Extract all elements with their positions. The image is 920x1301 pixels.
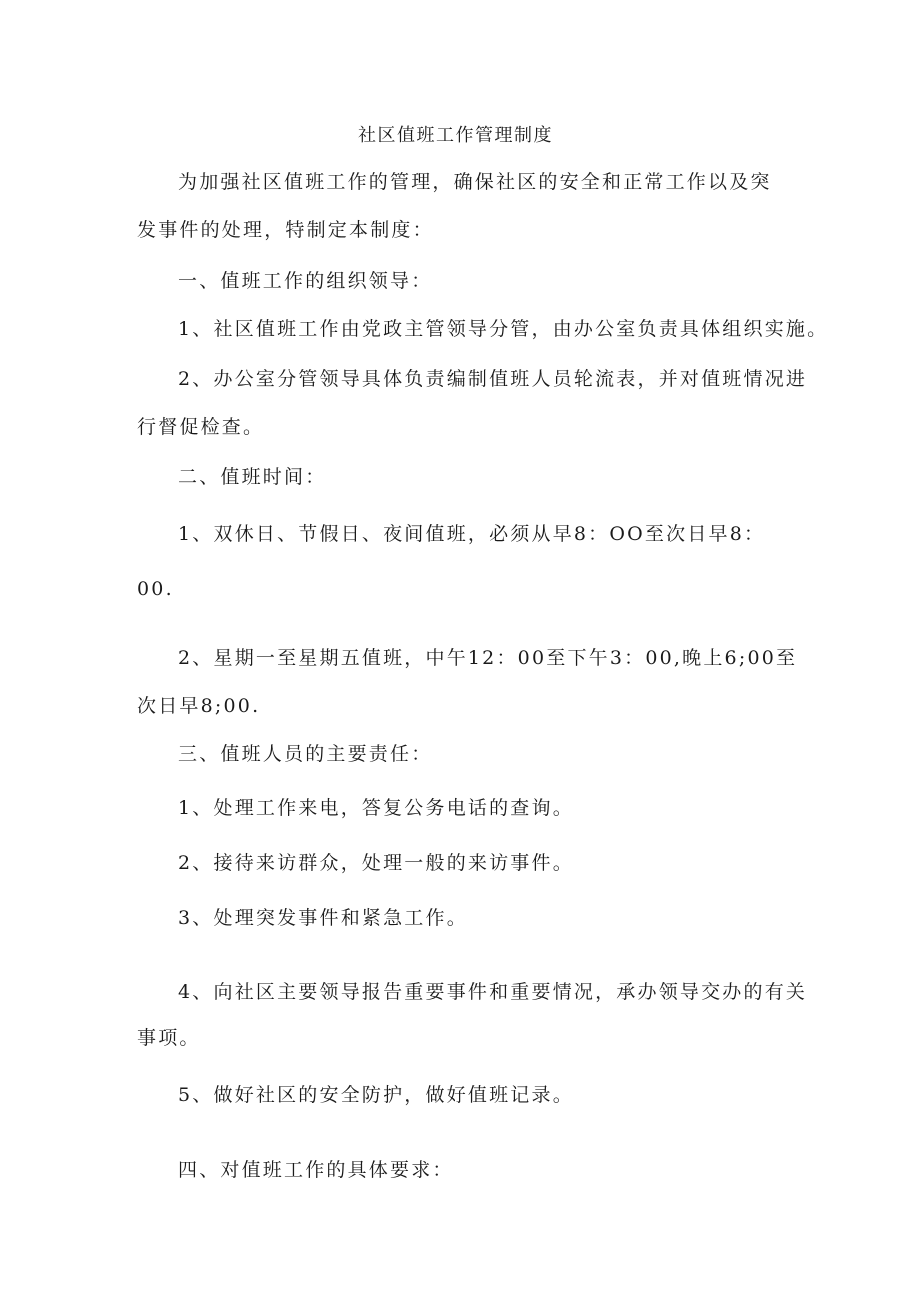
section3-item2: 2、接待来访群众，处理一般的来访事件。 (178, 852, 574, 874)
section1-item2-line2: 行督促检查。 (137, 416, 265, 438)
section3-heading: 三、值班人员的主要责任： (178, 743, 433, 765)
section3-item1: 1、处理工作来电，答复公务电话的查询。 (178, 797, 574, 819)
section2-item1-line2: 00. (137, 578, 174, 600)
section4-heading: 四、对值班工作的具体要求： (178, 1159, 454, 1181)
section2-heading: 二、值班时间： (178, 466, 327, 488)
section3-item5: 5、做好社区的安全防护，做好值班记录。 (178, 1084, 574, 1106)
section1-item2-line1: 2、办公室分管领导具体负责编制值班人员轮流表，并对值班情况进 (178, 368, 808, 390)
section2-item2-line2: 次日早8;00. (137, 695, 261, 717)
section2-item2-line1: 2、星期一至星期五值班，中午12：00至下午3：00,晚上6;00至 (178, 647, 798, 669)
section3-item4-line2: 事项。 (137, 1027, 201, 1049)
intro-line-2: 发事件的处理，特制定本制度： (137, 219, 434, 241)
intro-line-1: 为加强社区值班工作的管理，确保社区的安全和正常工作以及突 (178, 171, 772, 193)
section1-heading: 一、值班工作的组织领导： (178, 270, 433, 292)
section3-item4-line1: 4、向社区主要领导报告重要事件和重要情况，承办领导交办的有关 (178, 981, 808, 1003)
document-title: 社区值班工作管理制度 (358, 125, 553, 146)
section1-item1: 1、社区值班工作由党政主管领导分管，由办公室负责具体组织实施。 (178, 318, 829, 340)
section2-item1-line1: 1、双休日、节假日、夜间值班，必须从早8：OO至次日早8： (178, 523, 766, 545)
section3-item3: 3、处理突发事件和紧急工作。 (178, 907, 468, 929)
